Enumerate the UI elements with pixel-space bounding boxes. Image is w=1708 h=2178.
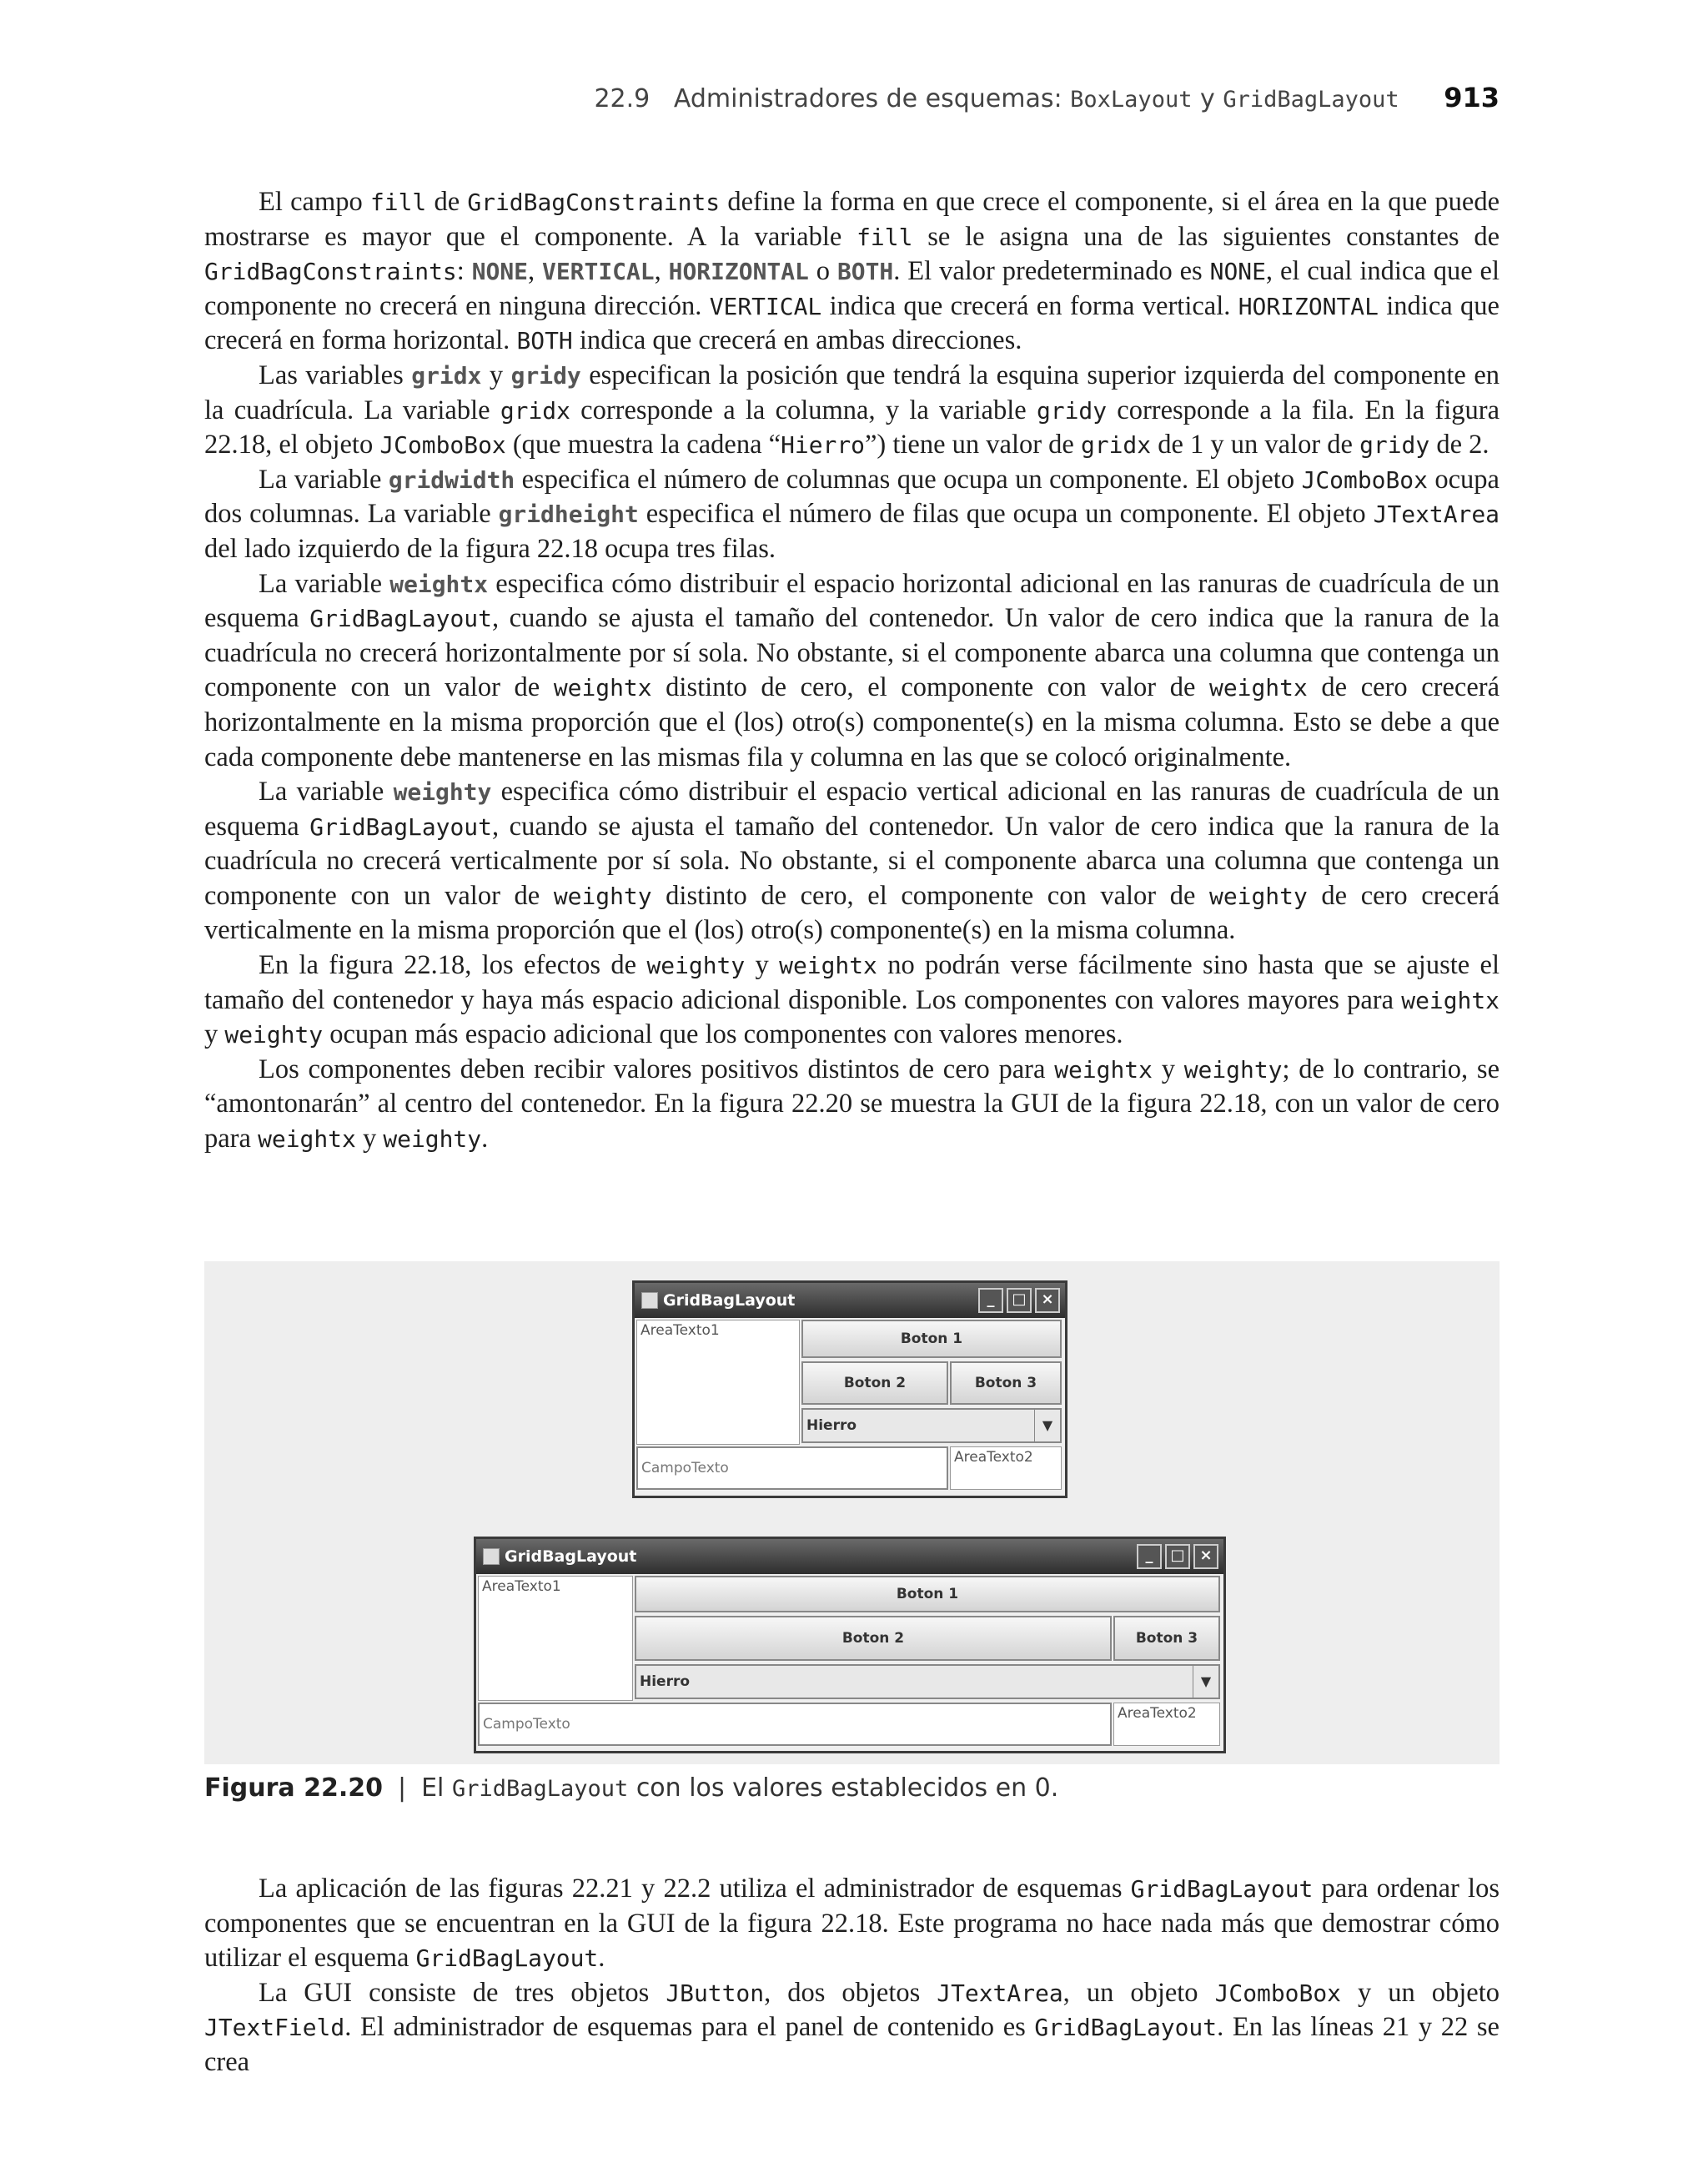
paragraph: Los componentes deben recibir valores positivos distintos de cero para weightx y weighty; de lo contrario, se “amontonarán” al centro del contenedor. En la figura 22.20 se muestra la GUI de la figura 22.18, con un valor de cero para weightx y weighty. <box>204 1054 1500 1154</box>
running-header <box>500 82 1500 113</box>
paragraph: La aplicación de las figuras 22.21 y 22.2 utiliza el administrador de esquemas GridBagLayout para ordenar los componentes que se encuentran en la GUI de la figura 22.18. Este programa no hace nada más que demostrar cómo utilizar el esquema GridBagLayout. <box>204 1874 1500 1974</box>
caption-text-1: El <box>421 1773 445 1803</box>
gridbaglayout-window-wide <box>474 1537 1226 1753</box>
button-1[interactable]: Boton 1 <box>635 1576 1220 1612</box>
caption-label: Figura 22.20 <box>204 1773 383 1803</box>
text-area-1[interactable]: AreaTexto1 <box>478 1576 633 1701</box>
section-title-code-2: GridBagLayout <box>1223 87 1399 113</box>
paragraph: La variable weighty especifica cómo distribuir el espacio vertical adicional en las ranuras de cuadrícula de un esquema GridBagLayout, cuando se ajusta el tamaño del contenedor. Un valor de cero indica que la ranura de la cuadrícula no crecerá verticalmente por sí sola. No obstante, si el componente abarca una columna que contenga un componente con un valor de weighty distinto de cero, el componente con valor de weighty de cero crecerá verticalmente en la misma proporción que el (los) otro(s) componente(s) en la misma columna. <box>204 777 1500 946</box>
caption-code: GridBagLayout <box>451 1776 629 1802</box>
body-text-top <box>204 185 1500 1157</box>
text-field[interactable]: CampoTexto <box>478 1703 1112 1746</box>
title-bar[interactable] <box>476 1539 1223 1574</box>
caption-text-2: con los valores establecidos en 0. <box>635 1773 1059 1803</box>
java-app-icon <box>641 1292 658 1309</box>
combo-value: Hierro <box>806 1417 857 1434</box>
button-2[interactable]: Boton 2 <box>635 1616 1112 1661</box>
text-area-1[interactable]: AreaTexto1 <box>636 1320 800 1445</box>
text-area-2[interactable]: AreaTexto2 <box>950 1446 1062 1490</box>
minimize-icon[interactable]: _ <box>1137 1544 1162 1569</box>
paragraph: La variable gridwidth especifica el número de columnas que ocupa un componente. El objeto JComboBox ocupa dos columnas. La variable gridheight especifica el número de filas que ocupa un componente. El objeto JTextArea del lado izquierdo de la figura 22.18 ocupa tres filas. <box>204 464 1500 564</box>
text-area-2[interactable]: AreaTexto2 <box>1113 1703 1220 1746</box>
chevron-down-icon[interactable]: ▼ <box>1034 1410 1060 1441</box>
section-title-conj: y <box>1200 84 1215 113</box>
section-title-code-1: BoxLayout <box>1070 87 1193 113</box>
button-3[interactable]: Boton 3 <box>1113 1616 1220 1661</box>
text-field[interactable]: CampoTexto <box>636 1446 948 1490</box>
section-number: 22.9 <box>594 84 651 113</box>
maximize-icon[interactable]: □ <box>1165 1544 1190 1569</box>
close-icon[interactable]: × <box>1193 1544 1218 1569</box>
java-app-icon <box>483 1548 500 1565</box>
gridbaglayout-window-small <box>632 1280 1068 1498</box>
paragraph: En la figura 22.18, los efectos de weighty y weightx no podrán verse fácilmente sino hasta que se ajuste el tamaño del contenedor y haya más espacio adicional disponible. Los componentes con valores mayores para weightx y weighty ocupan más espacio adicional que los componentes con valores menores. <box>204 950 1500 1050</box>
minimize-icon[interactable]: _ <box>978 1288 1003 1313</box>
page-number: 913 <box>1444 82 1500 113</box>
paragraph: El campo fill de GridBagConstraints define la forma en que crece el componente, si el área en la que puede mostrarse es mayor que el componente. A la variable fill se le asigna una de las siguientes constantes de GridBagConstraints: NONE, VERTICAL, HORIZONTAL o BOTH. El valor predeterminado es NONE, el cual indica que el componente no crecerá en ninguna dirección. VERTICAL indica que crecerá en forma vertical. HORIZONTAL indica que crecerá en forma horizontal. BOTH indica que crecerá en ambas direcciones. <box>204 187 1500 356</box>
close-icon[interactable]: × <box>1035 1288 1060 1313</box>
figure-caption <box>204 1773 1058 1803</box>
button-1[interactable]: Boton 1 <box>801 1320 1062 1358</box>
section-title: Administradores de esquemas: <box>673 84 1062 113</box>
combo-value: Hierro <box>640 1673 691 1690</box>
paragraph: Las variables gridx y gridy especifican la posición que tendrá la esquina superior izquierda del componente en la cuadrícula. La variable gridx corresponde a la columna, y la variable gridy corresponde a la fila. En la figura 22.18, el objeto JComboBox (que muestra la cadena “Hierro”) tiene un valor de gridx de 1 y un valor de gridy de 2. <box>204 360 1500 460</box>
button-2[interactable]: Boton 2 <box>801 1361 948 1405</box>
body-text-bottom <box>204 1872 1500 2080</box>
combo-box[interactable] <box>635 1664 1220 1699</box>
window-title: GridBagLayout <box>663 1291 796 1310</box>
chevron-down-icon[interactable]: ▼ <box>1193 1666 1218 1698</box>
window-title: GridBagLayout <box>505 1547 637 1566</box>
figure-22-20 <box>204 1261 1500 1764</box>
caption-separator: | <box>397 1773 407 1803</box>
button-3[interactable]: Boton 3 <box>950 1361 1062 1405</box>
title-bar[interactable] <box>635 1283 1065 1318</box>
combo-box[interactable] <box>801 1408 1062 1443</box>
paragraph: La GUI consiste de tres objetos JButton, dos objetos JTextArea, un objeto JComboBox y un objeto JTextField. El administrador de esquemas para el panel de contenido es GridBagLayout. En las líneas 21 y 22 se crea <box>204 1977 1500 2077</box>
maximize-icon[interactable]: □ <box>1007 1288 1032 1313</box>
paragraph: La variable weightx especifica cómo distribuir el espacio horizontal adicional en las ranuras de cuadrícula de un esquema GridBagLayout, cuando se ajusta el tamaño del contenedor. Un valor de cero indica que la ranura de la cuadrícula no crecerá horizontalmente por sí sola. No obstante, si el componente abarca una columna que contenga un componente con un valor de weightx distinto de cero, el componente con valor de weightx de cero crecerá horizontalmente en la misma proporción que el (los) otro(s) componente(s) en la misma columna. Esto se debe a que cada componente debe mantenerse en las mismas fila y columna en las que se colocó originalmente. <box>204 568 1500 772</box>
